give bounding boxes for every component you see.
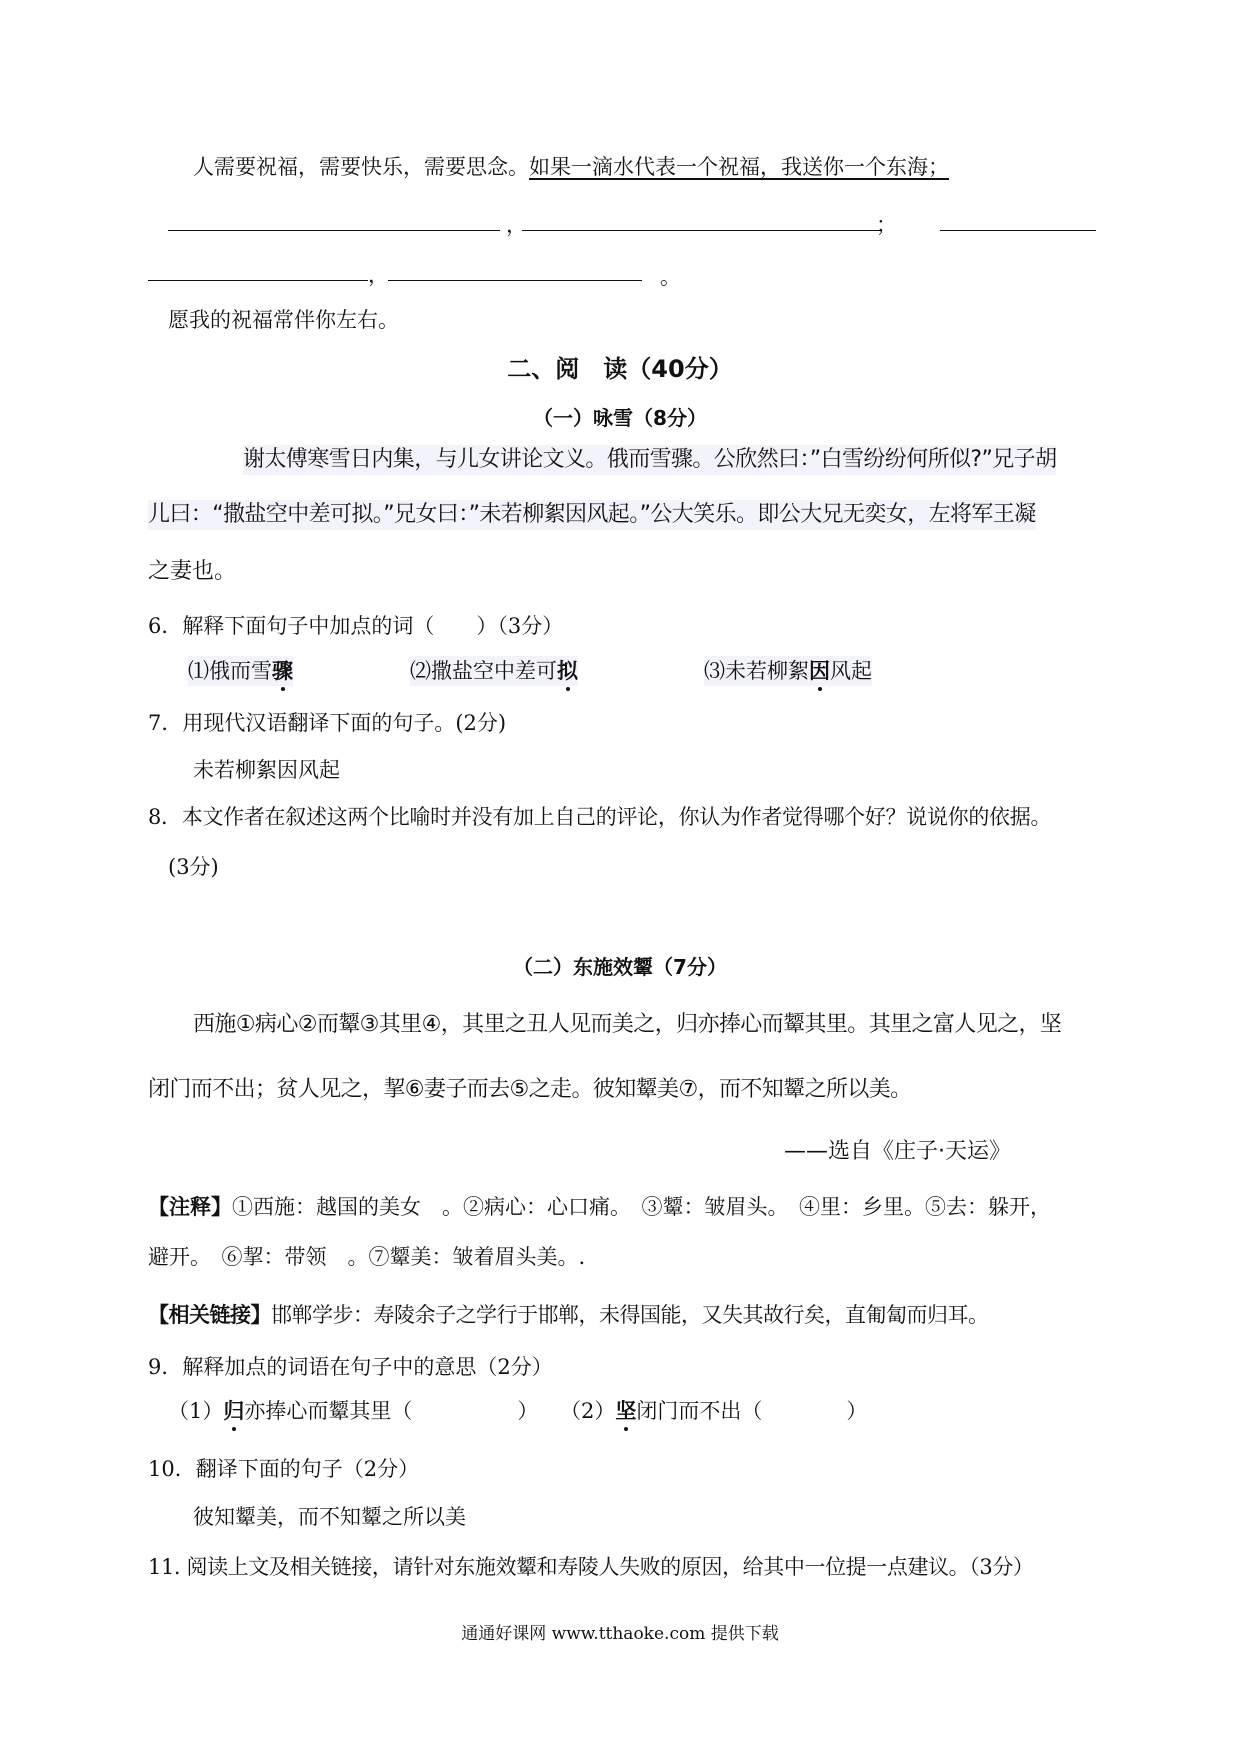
notes-line1 — [148, 1192, 1051, 1222]
notes-text-1: ①西施：越国的美女 。②病心：心口痛。 ③颦：皱眉头。 ④里：乡里。⑤去：躲开， — [232, 1195, 1051, 1219]
q6-item-2-text: ⑵撒盐空中差可 — [410, 659, 557, 683]
part2-passage-line1: 西施①病心②而颦③其里④，其里之丑人见而美之，归亦捧心而颦其里。其里之富人见之，坚 — [193, 1012, 1062, 1037]
notes-label: 【注释】 — [148, 1195, 232, 1219]
q6-item-2-dotted-char: 拟 — [557, 656, 578, 686]
intro-text: 人需要祝福，需要快乐，需要思念。 — [193, 155, 529, 179]
comma-1: ， — [506, 213, 527, 237]
related-link-label: 【相关链接】 — [148, 1303, 271, 1327]
q6-item-1-dotted-char: 骤 — [272, 656, 293, 686]
part2-heading: （二）东施效颦（7分） — [513, 955, 727, 979]
question-6: 6．解释下面句子中加点的词（ ）（3分） — [148, 614, 564, 638]
q9-item-2 — [560, 1396, 867, 1426]
q6-item-1 — [188, 656, 293, 686]
part1-heading: （一）咏雪（8分） — [533, 406, 707, 430]
q9-item-1-prefix: （1） — [168, 1399, 224, 1423]
semicolon-1: ； — [876, 213, 897, 237]
fill-blank-4[interactable] — [148, 280, 368, 281]
fill-blank-2[interactable] — [522, 230, 880, 231]
question-8: 8．本文作者在叙述这两个比喻时并没有加上自己的评论，你认为作者觉得哪个好？说说你的依据。 — [148, 805, 1052, 829]
q6-item-3 — [704, 656, 872, 686]
part1-passage-line1: 谢太傅寒雪日内集，与儿女讲论文义。俄而雪骤。公欣然曰：”白雪纷纷何所似?”兄子胡 — [243, 445, 1056, 475]
intro-line1 — [193, 152, 949, 182]
q6-item-3-dotted-char: 因 — [809, 656, 830, 686]
q6-item-2 — [410, 656, 578, 686]
fill-blank-3[interactable] — [940, 230, 1096, 231]
q7-sentence: 未若柳絮因风起 — [193, 758, 340, 782]
question-11: 11. 阅读上文及相关链接，请针对东施效颦和寿陵人失败的原因，给其中一位提一点建议。（3分） — [148, 1555, 1034, 1579]
related-link — [148, 1300, 989, 1330]
q6-item-1-text: ⑴俄而雪 — [188, 659, 272, 683]
intro-closing: 愿我的祝福常伴你左右。 — [168, 308, 399, 332]
q10-sentence: 彼知颦美，而不知颦之所以美 — [193, 1505, 466, 1529]
comma-2: ， — [368, 263, 389, 287]
q9-item-2-text: 闭门而不出（ ） — [636, 1399, 868, 1423]
intro-underlined-text: 如果一滴水代表一个祝福，我送你一个东海； — [529, 155, 949, 179]
q8-score: (3分) — [168, 855, 219, 879]
section-title: 二、阅 读（40分） — [507, 355, 733, 383]
q9-item-2-prefix: （2） — [560, 1399, 616, 1423]
period-mark: 。 — [660, 265, 681, 289]
part1-passage-line2: 儿曰：“撒盐空中差可拟。”兄女曰：”未若柳絮因风起。”公大笑乐。即公大兄无奕女，左将军王凝 — [148, 500, 1036, 530]
page-footer: 通通好课网 www.tthaoke.com 提供下载 — [461, 1624, 779, 1644]
fill-blank-1[interactable] — [168, 230, 500, 231]
q9-item-1-dotted-char: 归 — [223, 1396, 244, 1426]
part2-passage-line2: 闭门而不出；贫人见之，挈⑥妻子而去⑤之走。彼知颦美⑦，而不知颦之所以美。 — [148, 1077, 912, 1102]
fill-blank-5[interactable] — [388, 280, 642, 281]
q6-item-3-after: 风起 — [830, 659, 872, 683]
notes-line2: 避开。 ⑥挈：带领 。⑦颦美：皱着眉头美。. — [148, 1245, 586, 1269]
q9-item-1 — [168, 1396, 538, 1426]
question-9: 9．解释加点的词语在句子中的意思（2分） — [148, 1355, 553, 1379]
question-10: 10．翻译下面的句子（2分） — [148, 1457, 420, 1481]
part1-passage-line3: 之妻也。 — [148, 559, 237, 584]
q9-item-2-dotted-char: 坚 — [615, 1396, 636, 1426]
q9-item-1-text: 亦捧心而颦其里（ ） — [244, 1399, 539, 1423]
part2-source: ——选自《庄子·天运》 — [784, 1139, 1011, 1164]
q6-item-3-text: ⑶未若柳絮 — [704, 659, 809, 683]
related-link-text: 邯郸学步：寿陵余子之学行于邯郸，未得国能，又失其故行矣，直匍匐而归耳。 — [271, 1303, 989, 1327]
question-7: 7．用现代汉语翻译下面的句子。(2分) — [148, 711, 507, 735]
